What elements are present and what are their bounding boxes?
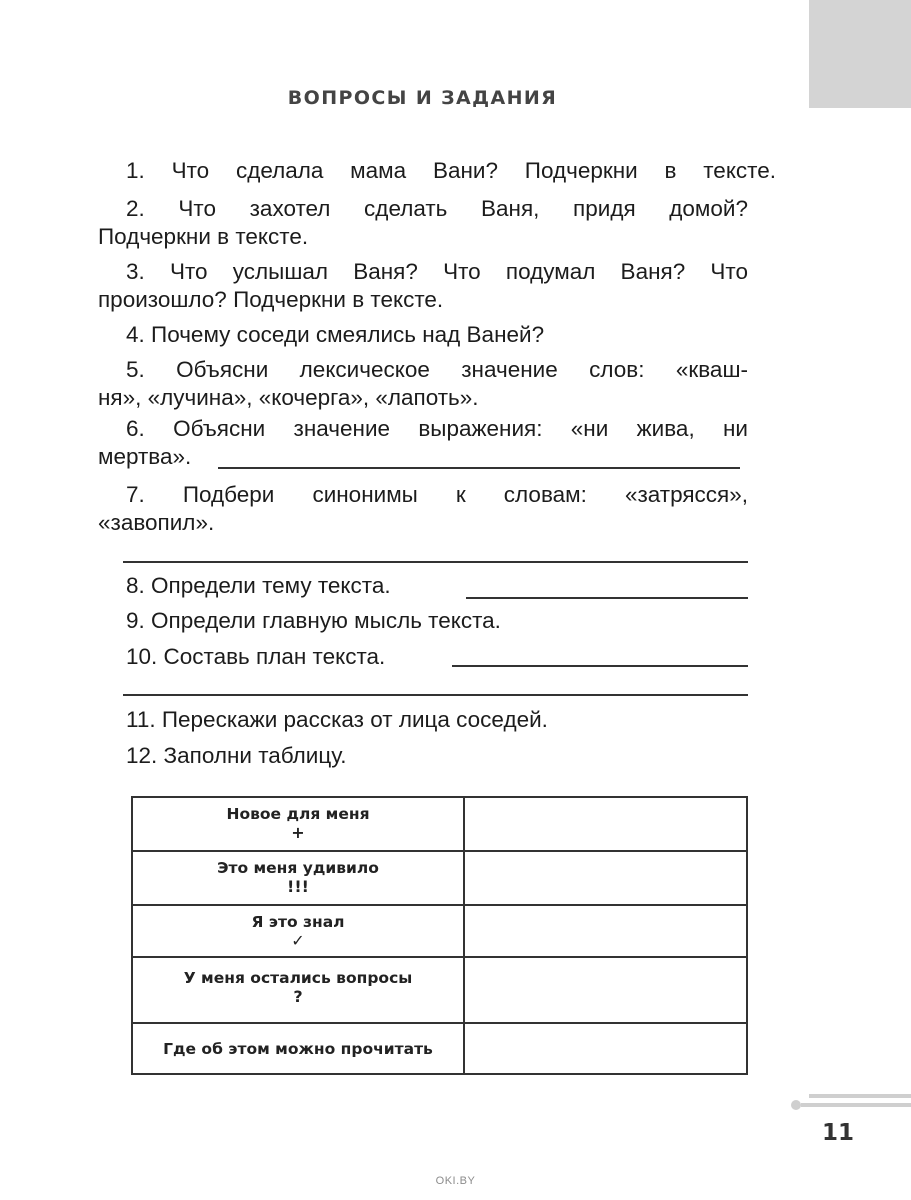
answer-cell[interactable]	[464, 851, 747, 905]
table-row	[132, 905, 747, 957]
page-number: 11	[822, 1120, 855, 1146]
question-9: 9. Определи главную мысль текста.	[126, 608, 501, 633]
answer-line-8[interactable]	[466, 597, 748, 599]
answer-cell[interactable]	[464, 1023, 747, 1074]
question-2: 2. Что захотел сделать Ваня, придя домой? Подчеркни в тексте.	[98, 196, 748, 249]
question-mark-symbol: ?	[293, 987, 303, 1006]
answer-cell[interactable]	[464, 957, 747, 1023]
question-11: 11. Перескажи рассказ от лица соседей.	[126, 707, 548, 732]
question-10: 10. Составь план текста.	[126, 644, 386, 669]
category-cell: Где об этом можно прочитать	[132, 1023, 464, 1074]
question-3: 3. Что услышал Ваня? Что подумал Ваня? Что произошло? Подчеркни в тексте.	[98, 259, 748, 312]
table-row	[132, 851, 747, 905]
plus-symbol: +	[291, 823, 305, 842]
question-5: 5. Объясни лексическое значение слов: «кваш- ня», «лучина», «кочерга», «лапоть».	[98, 357, 748, 410]
answer-cell[interactable]	[464, 905, 747, 957]
table-row	[132, 797, 747, 851]
answer-line-7[interactable]	[123, 561, 748, 563]
answer-line-10b[interactable]	[123, 694, 748, 696]
checkmark-icon: ✓	[291, 931, 305, 950]
question-8: 8. Определи тему текста.	[126, 573, 391, 598]
question-12: 12. Заполни таблицу.	[126, 743, 347, 768]
table-row	[132, 957, 747, 1023]
question-4: 4. Почему соседи смеялись над Ваней?	[126, 322, 545, 347]
page-title: ВОПРОСЫ И ЗАДАНИЯ	[287, 87, 558, 109]
table-row	[132, 1023, 747, 1074]
category-cell: Я это знал ✓	[132, 905, 464, 957]
watermark: OKI.BY	[435, 1175, 476, 1187]
question-1: 1. Что сделала мама Вани? Подчеркни в тексте.	[126, 158, 776, 183]
question-6: 6. Объясни значение выражения: «ни жива, ни мертва».	[98, 416, 748, 469]
question-7: 7. Подбери синонимы к словам: «затрясся», «завопил».	[98, 482, 748, 535]
answer-cell[interactable]	[464, 797, 747, 851]
category-cell: Это меня удивило !!!	[132, 851, 464, 905]
category-cell: У меня остались вопросы ?	[132, 957, 464, 1023]
exclamation-symbol: !!!	[287, 877, 309, 896]
answer-line-10a[interactable]	[452, 665, 748, 667]
reflection-table	[131, 796, 748, 1075]
category-cell: Новое для меня +	[132, 797, 464, 851]
answer-line-6[interactable]	[218, 467, 740, 469]
